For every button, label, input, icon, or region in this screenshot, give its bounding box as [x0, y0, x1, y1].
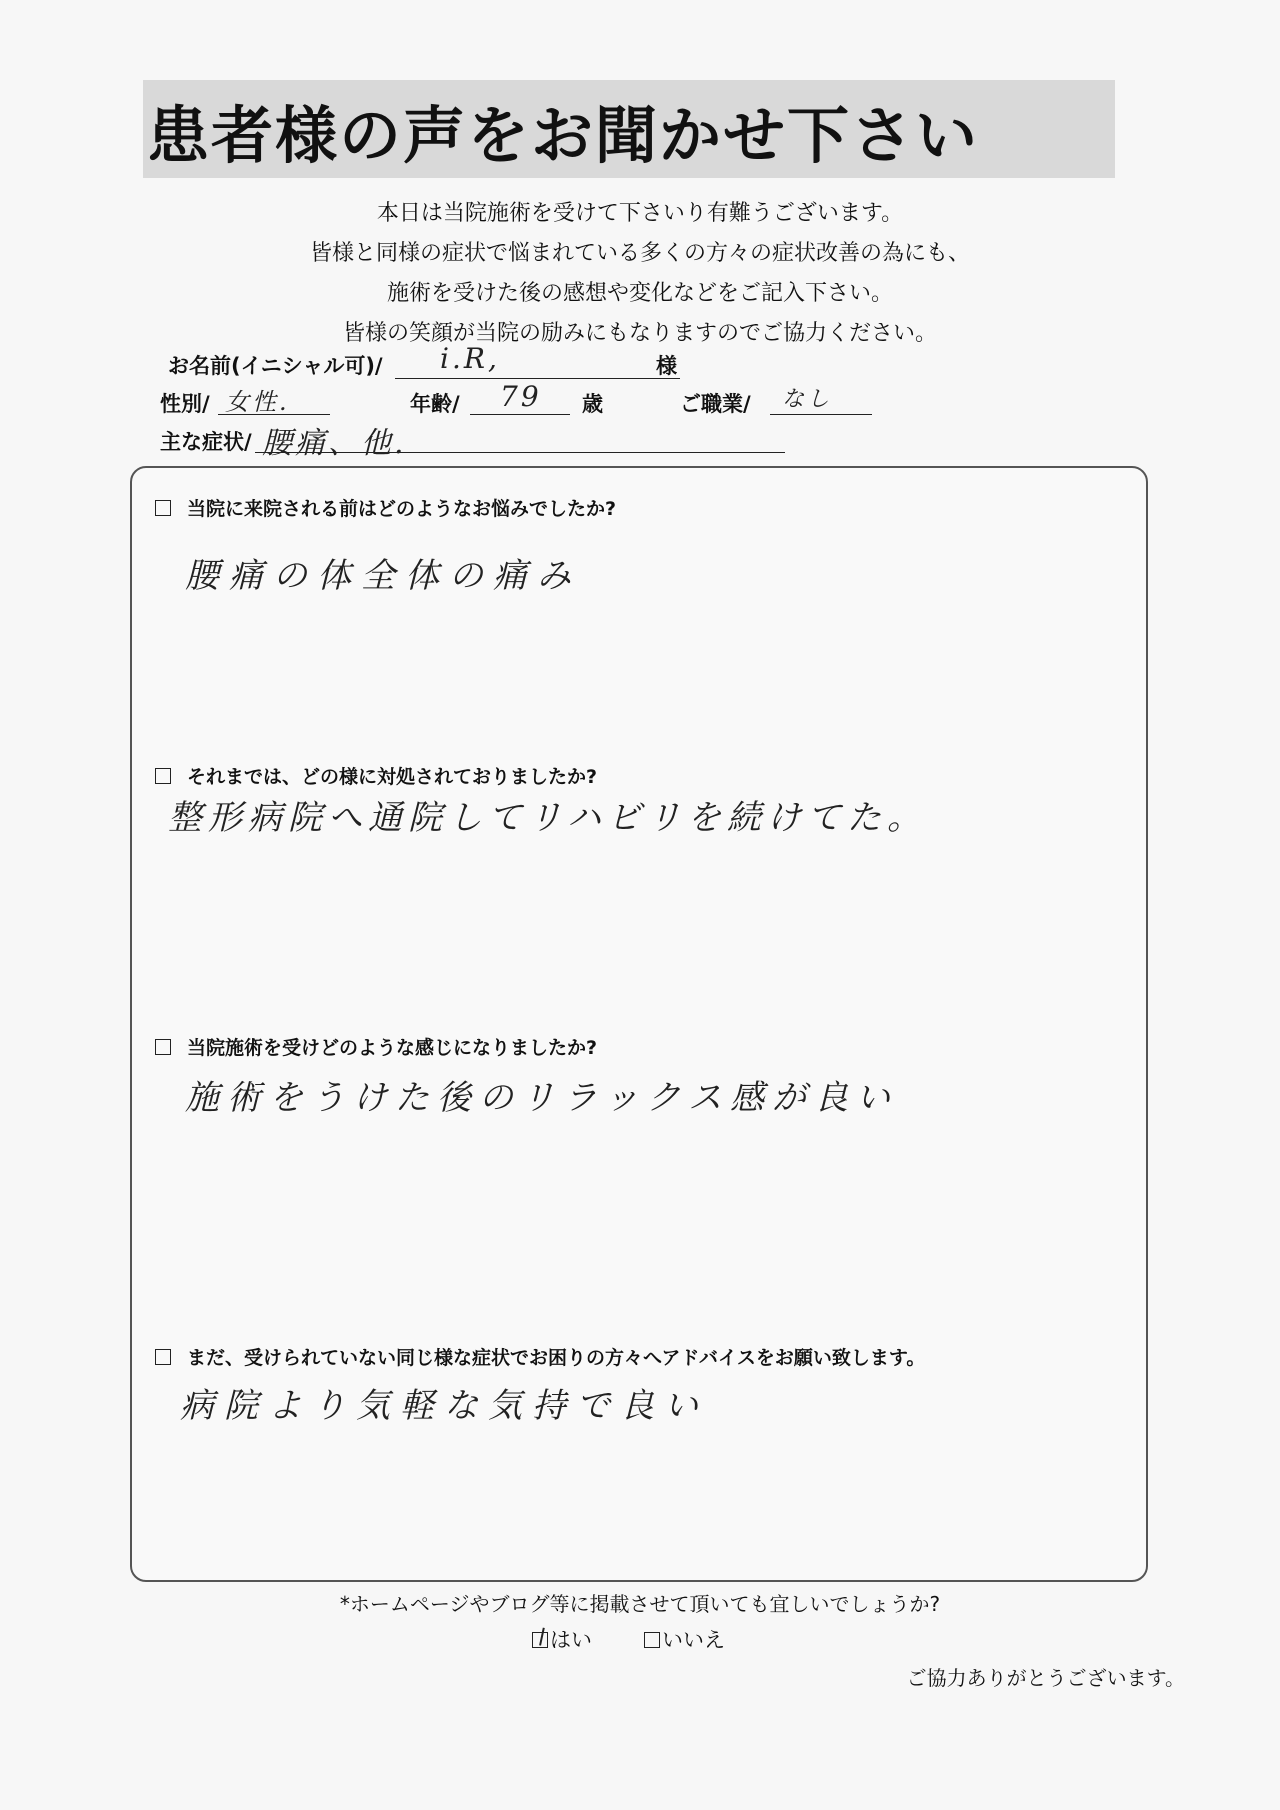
gender-underline	[218, 414, 330, 415]
name-suffix: 様	[656, 354, 677, 378]
gender-value[interactable]: 女性.	[225, 388, 290, 416]
name-label: お名前(イニシャル可)/	[168, 354, 383, 378]
age-value[interactable]: 79	[500, 380, 542, 413]
job-value[interactable]: なし	[782, 387, 833, 412]
checkbox-icon[interactable]	[155, 768, 171, 784]
publish-yes-option[interactable]	[532, 1624, 592, 1654]
question-text: まだ、受けられていない同じ様な症状でお困りの方々へアドバイスをお願い致します。	[187, 1347, 926, 1369]
gender-label: 性別/	[160, 392, 210, 416]
symptom-underline	[255, 452, 785, 453]
answer-1[interactable]: 腰痛の体全体の痛み	[185, 556, 581, 596]
answer-2[interactable]: 整形病院へ通院してリハビリを続けてた。	[168, 798, 927, 838]
age-label: 年齢/	[410, 392, 460, 416]
question-text: 当院に来院される前はどのようなお悩みでしたか?	[187, 498, 617, 520]
checked-checkbox-icon[interactable]	[532, 1632, 548, 1648]
intro-line: 本日は当院施術を受けて下さいり有難うございます。	[376, 201, 904, 226]
question-1	[155, 494, 616, 521]
answer-4[interactable]: 病院より気軽な気持で良い	[180, 1386, 708, 1426]
question-text: 当院施術を受けどのような感じになりましたか?	[187, 1037, 598, 1059]
yes-label: はい	[550, 1628, 592, 1652]
no-label: いいえ	[662, 1628, 725, 1652]
age-underline	[470, 414, 570, 415]
symptom-label: 主な症状/	[160, 430, 252, 454]
checkbox-icon[interactable]	[155, 1039, 171, 1055]
question-text: それまでは、どの様に対処されておりましたか?	[187, 766, 598, 788]
name-underline	[395, 378, 680, 379]
name-value[interactable]: i.R,	[440, 342, 500, 375]
job-label: ご職業/	[680, 392, 751, 416]
age-suffix: 歳	[582, 392, 603, 416]
checkbox-icon[interactable]	[644, 1632, 660, 1648]
intro-line: 皆様の笑顔が当院の励みにもなりますのでご協力ください。	[342, 321, 937, 346]
checkbox-icon[interactable]	[155, 1349, 171, 1365]
intro-line: 皆様と同様の症状で悩まれている多くの方々の症状改善の為にも、	[309, 241, 970, 266]
page-title: 患者様の声をお聞かせ下さい	[147, 98, 980, 172]
question-2	[155, 762, 597, 789]
question-4	[155, 1343, 925, 1370]
intro-line: 施術を受けた後の感想や変化などをご記入下さい。	[386, 281, 893, 306]
checkbox-icon[interactable]	[155, 500, 171, 516]
job-underline	[770, 414, 872, 415]
publish-question: *ホームページやブログ等に掲載させて頂いても宜しいでしょうか?	[339, 1592, 941, 1616]
answer-3[interactable]: 施術をうけた後のリラックス感が良い	[185, 1078, 898, 1118]
intro-text	[0, 194, 1280, 354]
question-3	[155, 1033, 597, 1060]
thanks-text: ご協力ありがとうございます。	[906, 1666, 1185, 1690]
symptom-value[interactable]: 腰痛、他.	[262, 426, 407, 461]
publish-no-option[interactable]	[644, 1624, 725, 1654]
